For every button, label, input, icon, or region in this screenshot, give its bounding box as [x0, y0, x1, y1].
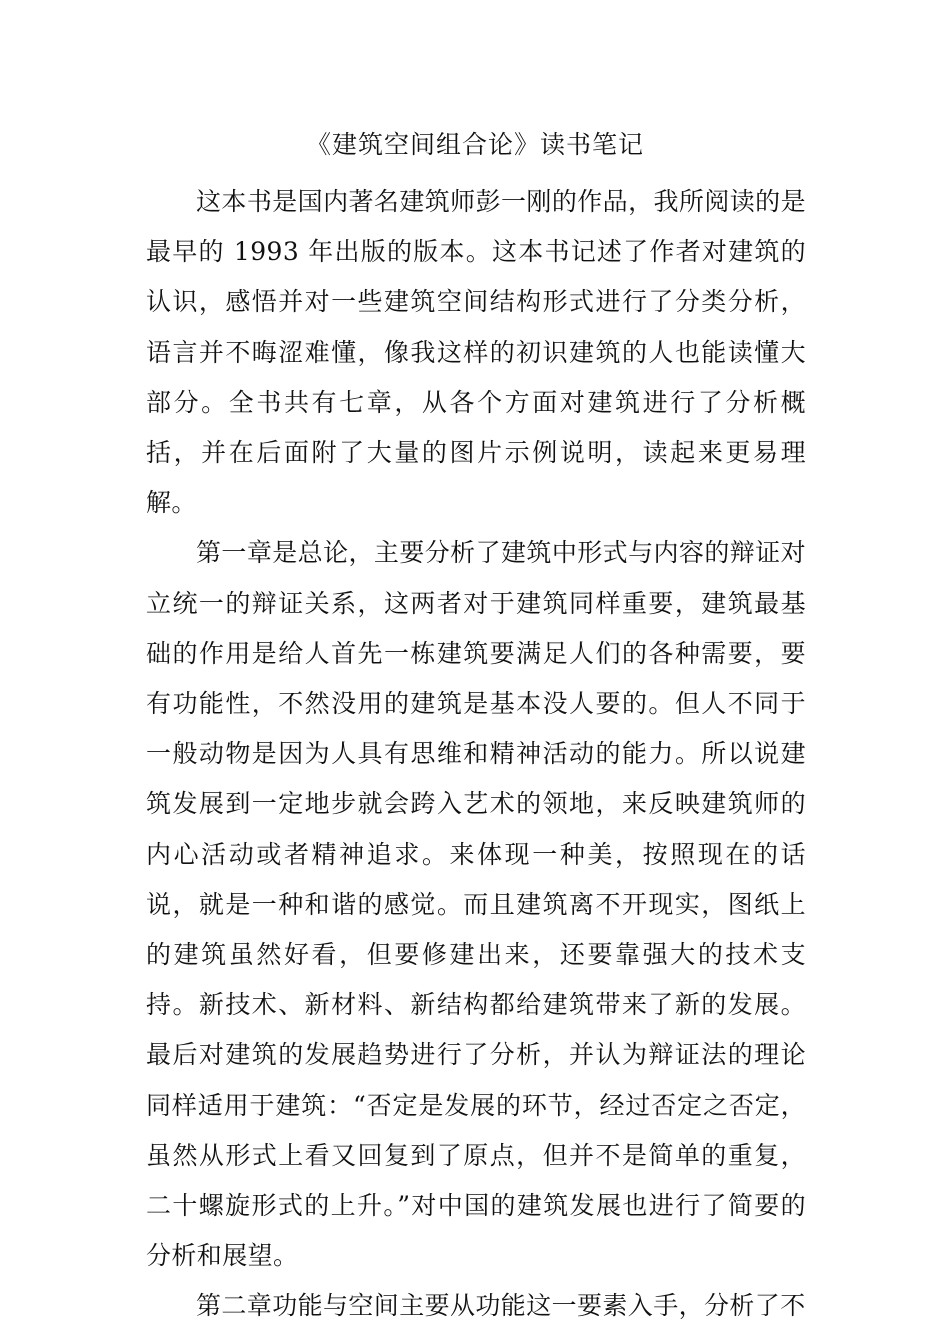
- paragraph: 第二章功能与空间主要从功能这一要素入手，分析了不: [196, 1291, 806, 1321]
- paragraph: 第一章是总论，主要分析了建筑中形式与内容的辩证对立统一的辩证关系，这两者对于建筑同样重要，建筑最基础的作用是给人首先一栋建筑要满足人们的各种需要，要有功能性，不然没用的建筑是基本没人要的。但人不同于一般动物是因为人具有思维和精神活动的能力。所以说建筑发展到一定地步就会跨入艺术的领地，来反映建筑师的内心活动或者精神追求。来体现一种美，按照现在的话说，就是一种和谐的感觉。而且建筑离不开现实，图纸上的建筑虽然好看，但要修建出来，还要靠强大的技术支持。新技术、新材料、新结构都给建筑带来了新的发展。最后对建筑的发展趋势进行了分析，并认为辩证法的理论同样适用于建筑：“否定是发展的环节，经过否定之否定，虽然从形式上看又回复到了原点，但并不是简单的重复，二十螺旋形式的上升。”对中国的建筑发展也进行了简要的分析和展望。: [146, 538, 806, 1271]
- document-title: 《建筑空间组合论》读书笔记: [305, 130, 644, 159]
- document-body: [146, 177, 806, 1332]
- paragraph: 这本书是国内著名建筑师彭一刚的作品，我所阅读的是最早的 1993 年出版的版本。这本书记述了作者对建筑的认识，感悟并对一些建筑空间结构形式进行了分类分析，语言并不晦涩难懂，像我这样的初识建筑的人也能读懂大部分。全书共有七章，从各个方面对建筑进行了分析概括，并在后面附了大量的图片示例说明，读起来更易理解。: [146, 187, 806, 518]
